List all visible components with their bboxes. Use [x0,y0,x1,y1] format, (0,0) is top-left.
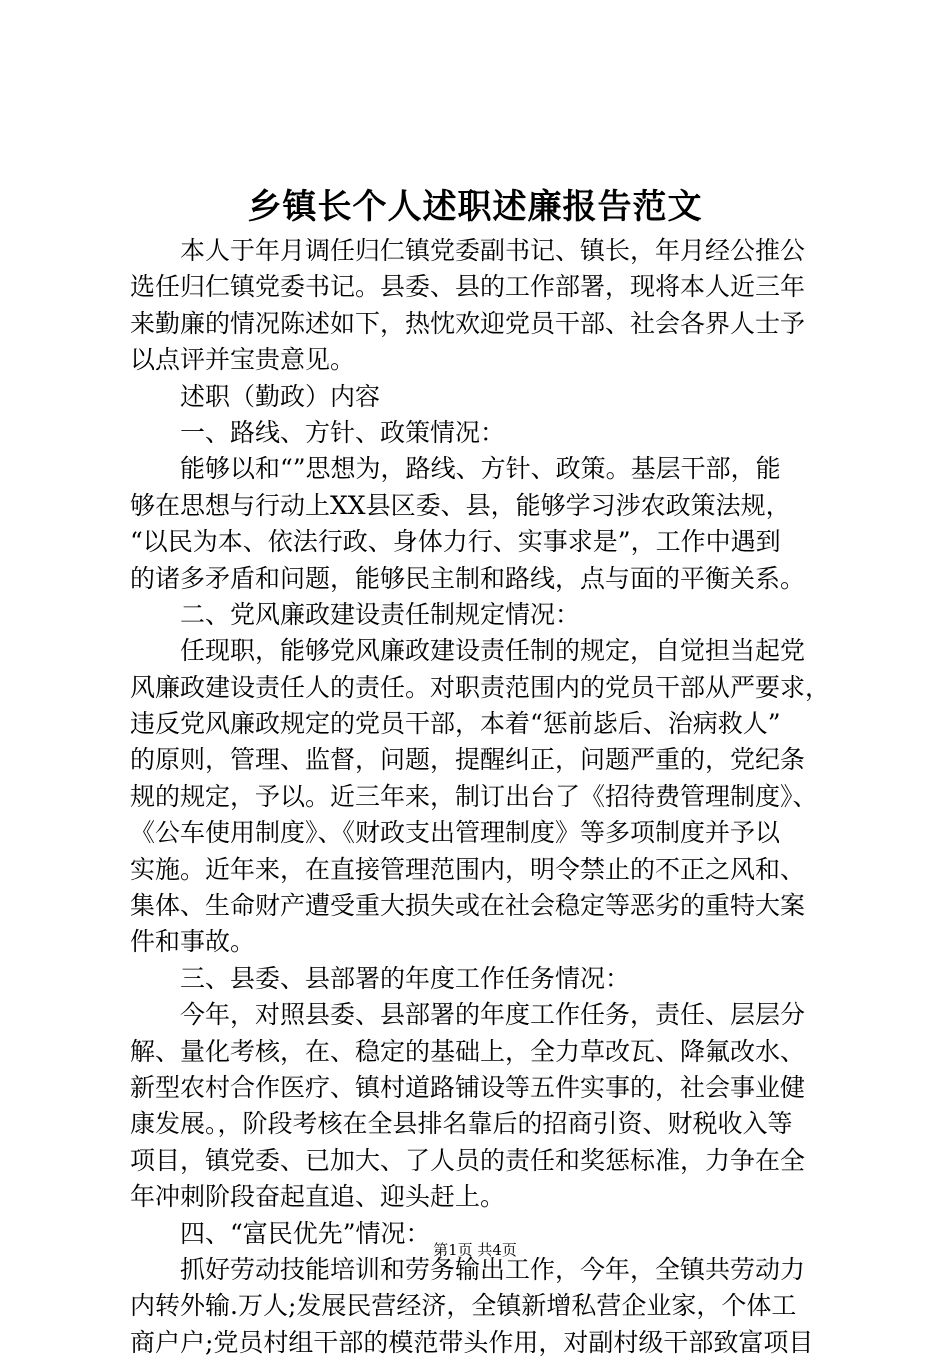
section-heading: 述职（勤政）内容 [130,381,381,411]
body-line: 商户户;党员村组干部的模范带头作用，对副村级干部致富项目 [130,1327,814,1357]
section-heading: 一、路线、方针、政策情况： [130,417,506,447]
body-line: 本人于年月调任归仁镇党委副书记、镇长，年月经公推公 [130,236,806,265]
body-line: 内转外输.万人;发展民营经济，全镇新增私营企业家，个体工 [130,1291,797,1321]
page-footer: 第1页 共4页 [433,1241,517,1259]
body-line: 康发展。，阶段考核在全县排名靠后的招商引资、财税收入等 [130,1109,793,1139]
body-line: “以民为本、依法行政、身体力行、实事求是”，工作中遇到 [130,527,781,557]
section-heading: 三、县委、县部署的年度工作任务情况： [130,963,631,993]
body-line: 项目，镇党委、已加大、了人员的责任和奖惩标准，力争在全 [130,1145,806,1175]
body-line: 的原则，管理、监督，问题，提醒纠正，问题严重的，党纪条 [130,745,806,775]
body-line: 的诸多矛盾和问题，能够民主制和路线，点与面的平衡关系。 [130,563,806,593]
body-line: 选任归仁镇党委书记。县委、县的工作部署，现将本人近三年 [130,272,806,302]
body-line: 以点评并宝贵意见。 [130,345,356,375]
body-line: 实施。近年来，在直接管理范围内，明令禁止的不正之风和、 [130,854,806,884]
body-line: 规的规定，予以。近三年来，制订出台了《招待费管理制度》、 [130,781,818,811]
body-line: 任现职，能够党风廉政建设责任制的规定，自觉担当起党 [130,636,806,666]
body-line: 够在思想与行动上XX县区委、县，能够学习涉农政策法规， [130,490,791,520]
body-line: 今年，对照县委、县部署的年度工作任务，责任、层层分 [130,1000,806,1030]
document-body [130,233,830,1361]
document-title: 乡镇长个人述职述廉报告范文 [247,187,703,227]
body-line: 抓好劳动技能培训和劳务输出工作，今年，全镇共劳动力 [130,1254,806,1284]
section-heading: 四、“富民优先”情况： [130,1218,431,1248]
body-line: 来勤廉的情况陈述如下，热忱欢迎党员干部、社会各界人士予 [130,308,806,338]
body-line: 新型农村合作医疗、镇村道路铺设等五件实事的，社会事业健 [130,1072,806,1102]
body-line: 年冲刺阶段奋起直追、迎头赶上。 [130,1182,506,1212]
section-heading: 二、党风廉政建设责任制规定情况： [130,599,581,629]
body-line: 集体、生命财产遭受重大损失或在社会稳定等恶劣的重特大案 [130,891,806,921]
body-line: 件和事故。 [130,927,256,957]
body-line: 风廉政建设责任人的责任。对职责范围内的党员干部从严要求， [130,672,830,702]
body-line: 《公车使用制度》、《财政支出管理制度》等多项制度并予以 [130,818,781,848]
body-line: 解、量化考核，在、稳定的基础上，全力草改瓦、降氟改水、 [130,1036,806,1066]
body-line: 违反党风廉政规定的党员干部，本着“惩前毖后、治病救人” [130,709,781,739]
body-line: 能够以和“”思想为，路线、方针、政策。基层干部，能 [130,454,781,484]
